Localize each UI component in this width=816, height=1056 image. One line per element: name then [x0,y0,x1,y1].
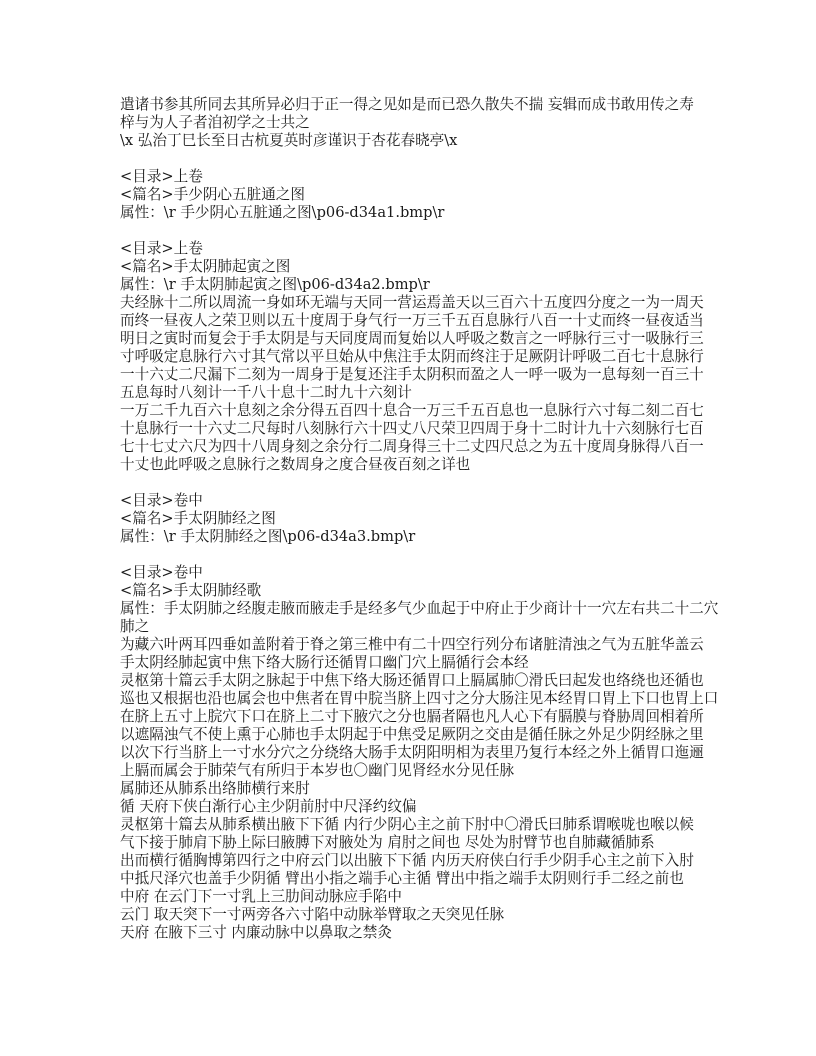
document-page [120,96,720,942]
body-line: 上膈而属会于肺荣气有所归于本岁也〇幽门见肾经水分见任脉 [120,762,515,779]
preface-signature: \x 弘治丁巳长至日古杭夏英时彦谨识于杏花春晓亭\x [120,132,458,149]
preface-line: 梓与为人子者洎初学之士共之 [120,114,310,131]
body-line: 十丈也此呼吸之息脉行之数周身之度合昼夜百刻之详也 [120,456,471,473]
body-line: 一十六丈二尺漏下二刻为一周身于是复还注手太阴积而盈之人一呼一吸为一息每刻一百三十 [120,366,704,383]
body-line: 手太阴经肺起寅中焦下络大肠行还循胃口幽门穴上膈循行会本经 [120,654,529,671]
blank-line [120,222,720,240]
chapter-title: <篇名>手太阴肺经之图 [120,510,276,527]
body-line: 循 天府下侠白渐行心主少阴前肘中尺泽约纹偏 [120,798,417,815]
chapter-title: <篇名>手太阴肺起寅之图 [120,258,291,275]
body-line: 巡也又根据也沿也属会也中焦者在胃中脘当脐上四寸之分大肠注见本经胃口胃上下口也胃上口 [120,690,719,707]
catalog-entry: <目录>上卷 [120,168,203,185]
chapter-title: <篇名>手少阴心五脏通之图 [120,186,305,203]
body-line: 十息脉行一十六丈二尺每时八刻脉行六十四丈八尺荣卫四周于身十二时计九十六刻脉行七百 [120,420,704,437]
body-line: 灵枢第十篇去从肺系横出腋下下循 内行少阴心主之前下肘中〇滑氏曰肺系谓喉咙也喉以候 [120,816,694,833]
blank-line [120,150,720,168]
body-line: 气下接于肺肩下胁上际曰腋膊下对腋处为 肩肘之间也 尽处为肘臂节也自肺藏循肺系 [120,834,655,851]
attribute-line: 属性：\r 手太阴肺起寅之图\p06-d34a2.bmp\r [120,276,430,293]
body-line: 出而横行循胸博第四行之中府云门以出腋下下循 内历天府侠白行手少阴手心主之前下入肘 [120,852,694,869]
chapter-title: <篇名>手太阴肺经歌 [120,582,262,599]
body-line: 为藏六叶两耳四垂如盖附着于脊之第三椎中有二十四空行列分布诸脏清浊之气为五脏华盖云 [120,636,704,653]
attribute-line: 属性：手太阴肺之经腹走腋而腋走手是经多气少血起于中府止于少商计十一穴左右共二十二穴 [120,600,719,617]
body-line: 在脐上五寸上脘穴下口在脐上二寸下腋穴之分也膈者隔也凡人心下有膈膜与脊胁周回相着所 [120,708,704,725]
acupoint-line: 天府 在腋下三寸 内廉动脉中以鼻取之禁灸 [120,924,392,941]
body-line: 寸呼吸定息脉行六寸其气常以平旦始从中焦注手太阴而终注于足厥阴计呼吸二百七十息脉行 [120,348,704,365]
attribute-line: 属性：\r 手少阴心五脏通之图\p06-d34a1.bmp\r [120,204,445,221]
catalog-entry: <目录>上卷 [120,240,203,257]
acupoint-line: 中府 在云门下一寸乳上三肋间动脉应手陷中 [120,888,402,905]
catalog-entry: <目录>卷中 [120,564,203,581]
attribute-line: 属性：\r 手太阴肺经之图\p06-d34a3.bmp\r [120,528,416,545]
body-line: 夫经脉十二所以周流一身如环无端与天同一营运焉盖天以三百六十五度四分度之一为一周天 [120,294,704,311]
body-line: 以次下行当脐上一寸水分穴之分绕络大肠手太阴阳明相为表里乃复行本经之外上循胃口迤逦 [120,744,704,761]
body-line: 七十七丈六尺为四十八周身刻之余分行二周身得三十二丈四尺总之为五十度周身脉得八百一 [120,438,704,455]
body-line: 五息每时八刻计一千八十息十二时九十六刻计 [120,384,412,401]
catalog-entry: <目录>卷中 [120,492,203,509]
body-line: 以遮隔浊气不使上熏于心肺也手太阴起于中焦受足厥阴之交由是循任脉之外足少阴经脉之里 [120,726,704,743]
body-line: 一万二千九百六十息刻之余分得五百四十息合一万三千五百息也一息脉行六寸每二刻二百七 [120,402,704,419]
body-line: 明日之寅时而复会于手太阴是与天同度周而复始以人呼吸之数言之一呼脉行三寸一吸脉行三 [120,330,704,347]
blank-line [120,474,720,492]
acupoint-line: 云门 取天突下一寸两旁各六寸陷中动脉举臂取之天突见任脉 [120,906,505,923]
body-line: 中抵尺泽穴也盖手少阴循 臂出小指之端手心主循 臂出中指之端手太阴则行手二经之前也 [120,870,684,887]
body-line: 灵枢第十篇云手太阴之脉起于中焦下络大肠还循胃口上膈属肺〇滑氏曰起发也络绕也还循也 [120,672,704,689]
body-line: 属肺还从肺系出络肺横行来肘 [120,780,310,797]
preface-line: 遣诸书参其所同去其所异必归于正一得之见如是而已恐久散失不揣 妄辑而成书敢用传之寿 [120,96,694,113]
body-line: 肺之 [120,618,150,635]
body-line: 而终一昼夜人之荣卫则以五十度周于身气行一万三千五百息脉行八百一十丈而终一昼夜适当 [120,312,704,329]
blank-line [120,546,720,564]
